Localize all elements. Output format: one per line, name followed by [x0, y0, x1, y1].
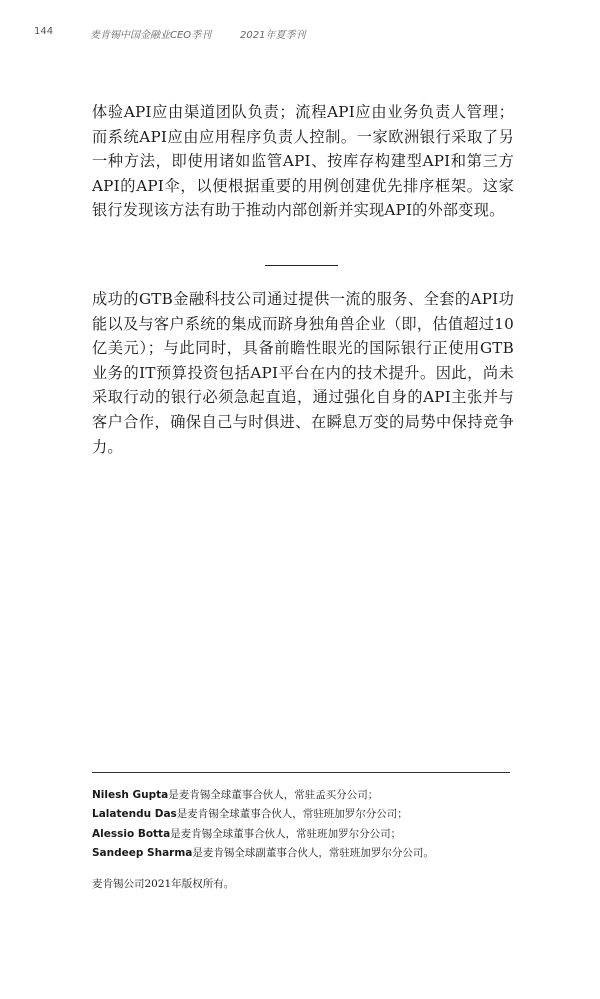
author-role: 是麦肯锡全球副董事合伙人，常驻班加罗尔分公司。: [192, 847, 434, 860]
running-header: [34, 26, 570, 42]
author-name: Nilesh Gupta: [92, 789, 169, 801]
publication-issue: 2021年夏季刊: [240, 30, 306, 41]
author-credit: [92, 805, 522, 824]
publication-title: 麦肯锡中国金融业CEO季刊: [90, 30, 212, 41]
page-number: 144: [34, 26, 54, 37]
author-name: Sandeep Sharma: [92, 847, 193, 860]
footer-rule: [92, 772, 510, 773]
author-role: 是麦肯锡全球董事合伙人，常驻孟买分公司；: [168, 789, 379, 801]
section-divider: [265, 265, 338, 266]
author-credit: [92, 844, 522, 863]
author-credit: [92, 786, 522, 805]
body-paragraph-1: 体验API应由渠道团队负责；流程API应由业务负责人管理；而系统API应由应用程序负责人控制。一家欧洲银行采取了另一种方法，即使用诸如监管API、按库存构建型API和第三方API的API伞，以便根据重要的用例创建优先排序框架。这家银行发现该方法有助于推动内部创新并实现API的外部变现。: [92, 103, 514, 220]
author-name: Alessio Botta: [92, 827, 171, 840]
body-paragraph-2: 成功的GTB金融科技公司通过提供一流的服务、全套的API功能以及与客户系统的集成而跻身独角兽企业（即，估值超过10亿美元）；与此同时，具备前瞻性眼光的国际银行正使用GTB业务的IT预算投资包括API平台在内的技术提升。因此，尚未采取行动的银行必须急起直追，通过强化自身的API主张并与客户合作，确保自己与时俱进、在瞬息万变的局势中保持竞争力。: [92, 290, 514, 456]
author-role: 是麦肯锡全球董事合伙人，常驻班加罗尔分公司；: [176, 808, 408, 821]
author-credit: [92, 825, 522, 844]
copyright-notice: 麦肯锡公司2021年版权所有。: [92, 878, 235, 890]
author-name: Lalatendu Das: [92, 808, 177, 821]
author-credits: [92, 786, 522, 864]
author-role: 是麦肯锡全球董事合伙人，常驻班加罗尔分公司；: [170, 827, 402, 840]
